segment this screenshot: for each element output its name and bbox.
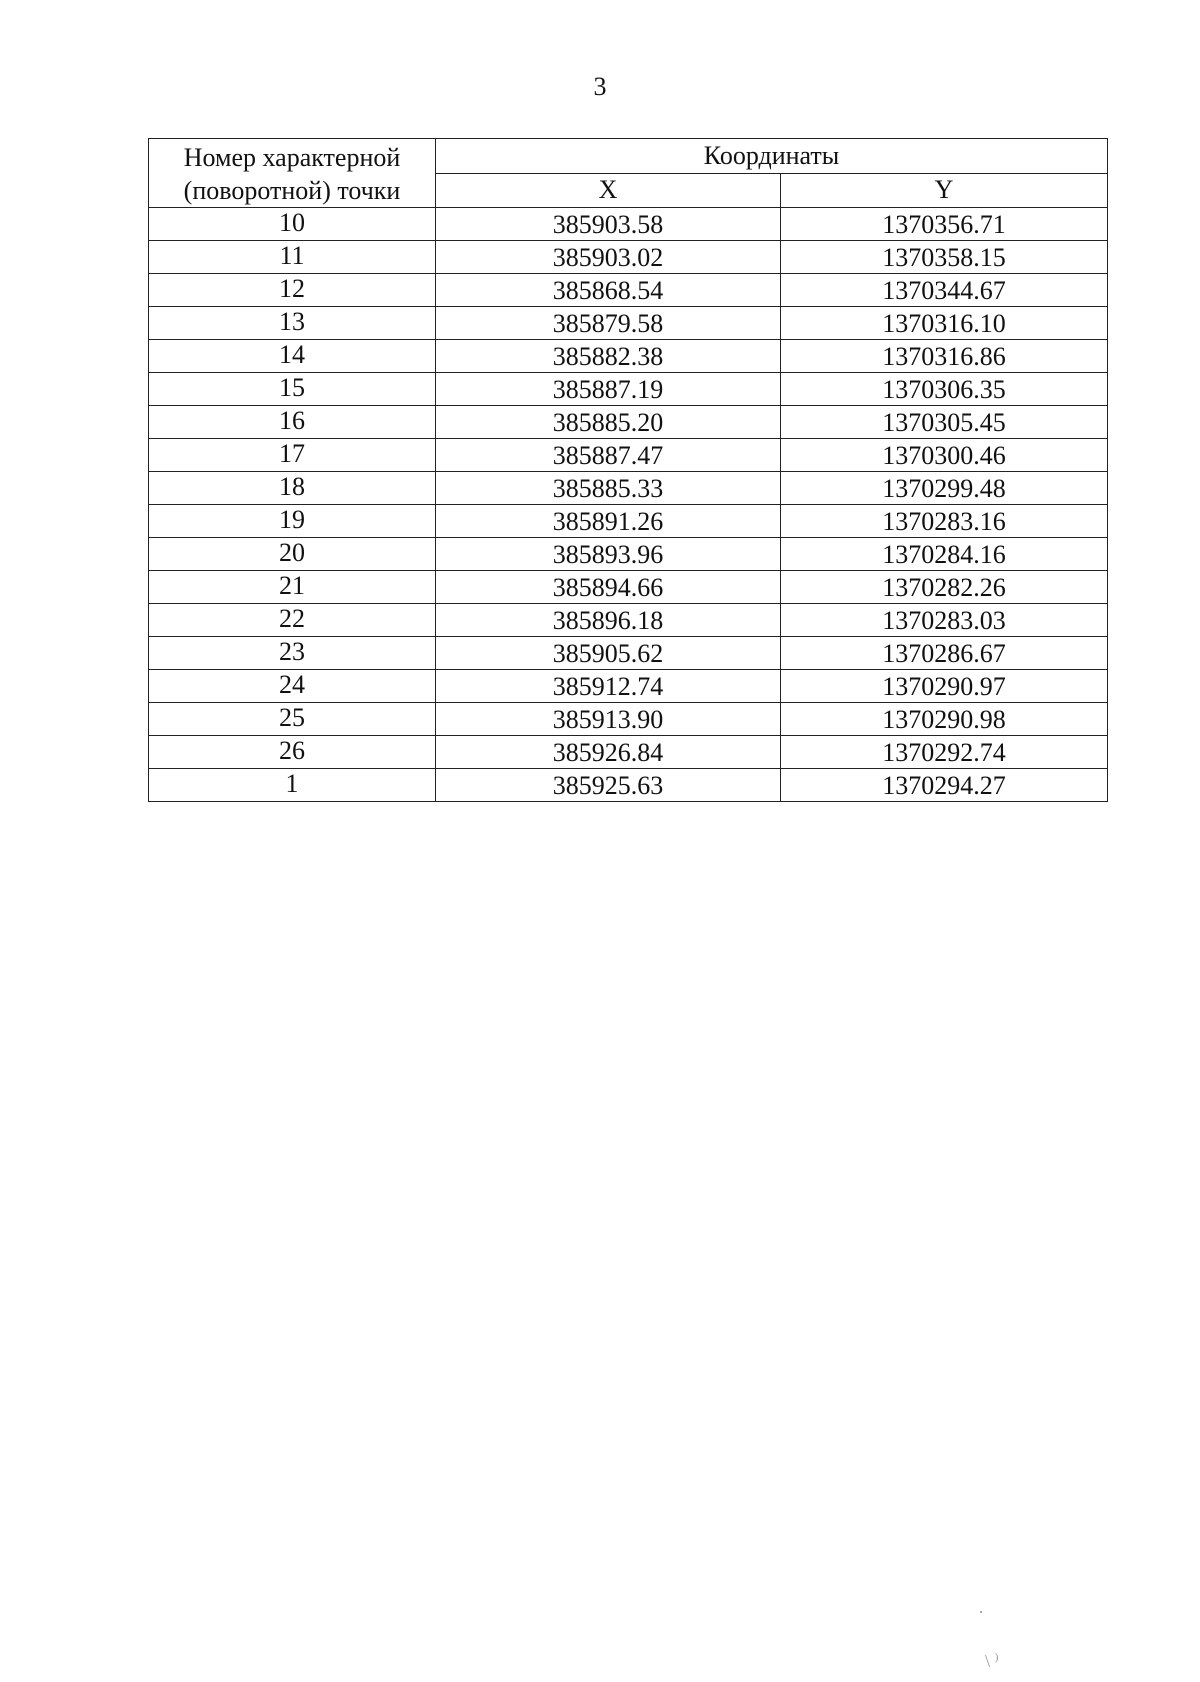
y-coordinate-cell: 1370283.16 [781,505,1108,538]
y-coordinate-cell: 1370282.26 [781,571,1108,604]
point-number-cell: 14 [149,340,436,373]
table-row [149,769,1108,802]
page-number: 3 [593,72,607,101]
table-row [149,406,1108,439]
y-column-header: Y [781,173,1108,208]
table-row [149,571,1108,604]
x-coordinate-cell: 385885.20 [436,406,781,439]
point-number-cell: 24 [149,670,436,703]
y-coordinate-cell: 1370344.67 [781,274,1108,307]
table-body [149,208,1108,802]
point-number-cell: 12 [149,274,436,307]
point-number-cell: 23 [149,637,436,670]
table-row [149,637,1108,670]
table-header [149,139,1108,208]
point-number-cell: 10 [149,208,436,241]
x-coordinate-cell: 385882.38 [436,340,781,373]
x-coordinate-cell: 385887.19 [436,373,781,406]
table-row [149,439,1108,472]
table-row [149,703,1108,736]
point-number-cell: 21 [149,571,436,604]
point-number-cell: 18 [149,472,436,505]
y-coordinate-cell: 1370292.74 [781,736,1108,769]
point-number-header [149,139,436,208]
table-row [149,208,1108,241]
x-coordinate-cell: 385913.90 [436,703,781,736]
x-coordinate-cell: 385896.18 [436,604,781,637]
table-row [149,505,1108,538]
table-row [149,472,1108,505]
coordinates-header: Координаты [436,139,1108,174]
x-coordinate-cell: 385868.54 [436,274,781,307]
y-coordinate-cell: 1370356.71 [781,208,1108,241]
table-row [149,373,1108,406]
table-row [149,736,1108,769]
y-coordinate-cell: 1370284.16 [781,538,1108,571]
y-coordinate-cell: 1370290.97 [781,670,1108,703]
y-coordinate-cell: 1370294.27 [781,769,1108,802]
point-number-cell: 22 [149,604,436,637]
y-coordinate-cell: 1370306.35 [781,373,1108,406]
y-coordinate-cell: 1370299.48 [781,472,1108,505]
x-coordinate-cell: 385903.58 [436,208,781,241]
x-coordinate-cell: 385925.63 [436,769,781,802]
table-row [149,274,1108,307]
x-coordinate-cell: 385903.02 [436,241,781,274]
point-number-cell: 1 [149,769,436,802]
y-coordinate-cell: 1370305.45 [781,406,1108,439]
scan-artifact: · [978,1602,984,1622]
point-number-cell: 13 [149,307,436,340]
point-number-cell: 16 [149,406,436,439]
table-row [149,241,1108,274]
table-row [149,604,1108,637]
x-coordinate-cell: 385905.62 [436,637,781,670]
x-coordinate-cell: 385926.84 [436,736,781,769]
y-coordinate-cell: 1370316.10 [781,307,1108,340]
x-coordinate-cell: 385887.47 [436,439,781,472]
point-number-cell: 19 [149,505,436,538]
scan-artifact: \ ⁾ [985,1651,999,1671]
x-coordinate-cell: 385893.96 [436,538,781,571]
x-coordinate-cell: 385885.33 [436,472,781,505]
x-coordinate-cell: 385912.74 [436,670,781,703]
table-header-row [149,139,1108,174]
y-coordinate-cell: 1370358.15 [781,241,1108,274]
point-number-cell: 25 [149,703,436,736]
y-coordinate-cell: 1370300.46 [781,439,1108,472]
y-coordinate-cell: 1370290.98 [781,703,1108,736]
point-number-cell: 17 [149,439,436,472]
table-row [149,670,1108,703]
point-number-header-line1: Номер характерной [183,143,401,172]
table-row [149,307,1108,340]
point-number-cell: 20 [149,538,436,571]
y-coordinate-cell: 1370286.67 [781,637,1108,670]
point-number-header-line2: (поворотной) точки [183,176,401,205]
y-coordinate-cell: 1370316.86 [781,340,1108,373]
y-coordinate-cell: 1370283.03 [781,604,1108,637]
coordinates-table [148,138,1108,802]
x-coordinate-cell: 385879.58 [436,307,781,340]
x-column-header: X [436,173,781,208]
x-coordinate-cell: 385891.26 [436,505,781,538]
point-number-cell: 15 [149,373,436,406]
x-coordinate-cell: 385894.66 [436,571,781,604]
table-row [149,538,1108,571]
point-number-cell: 26 [149,736,436,769]
table-row [149,340,1108,373]
point-number-cell: 11 [149,241,436,274]
